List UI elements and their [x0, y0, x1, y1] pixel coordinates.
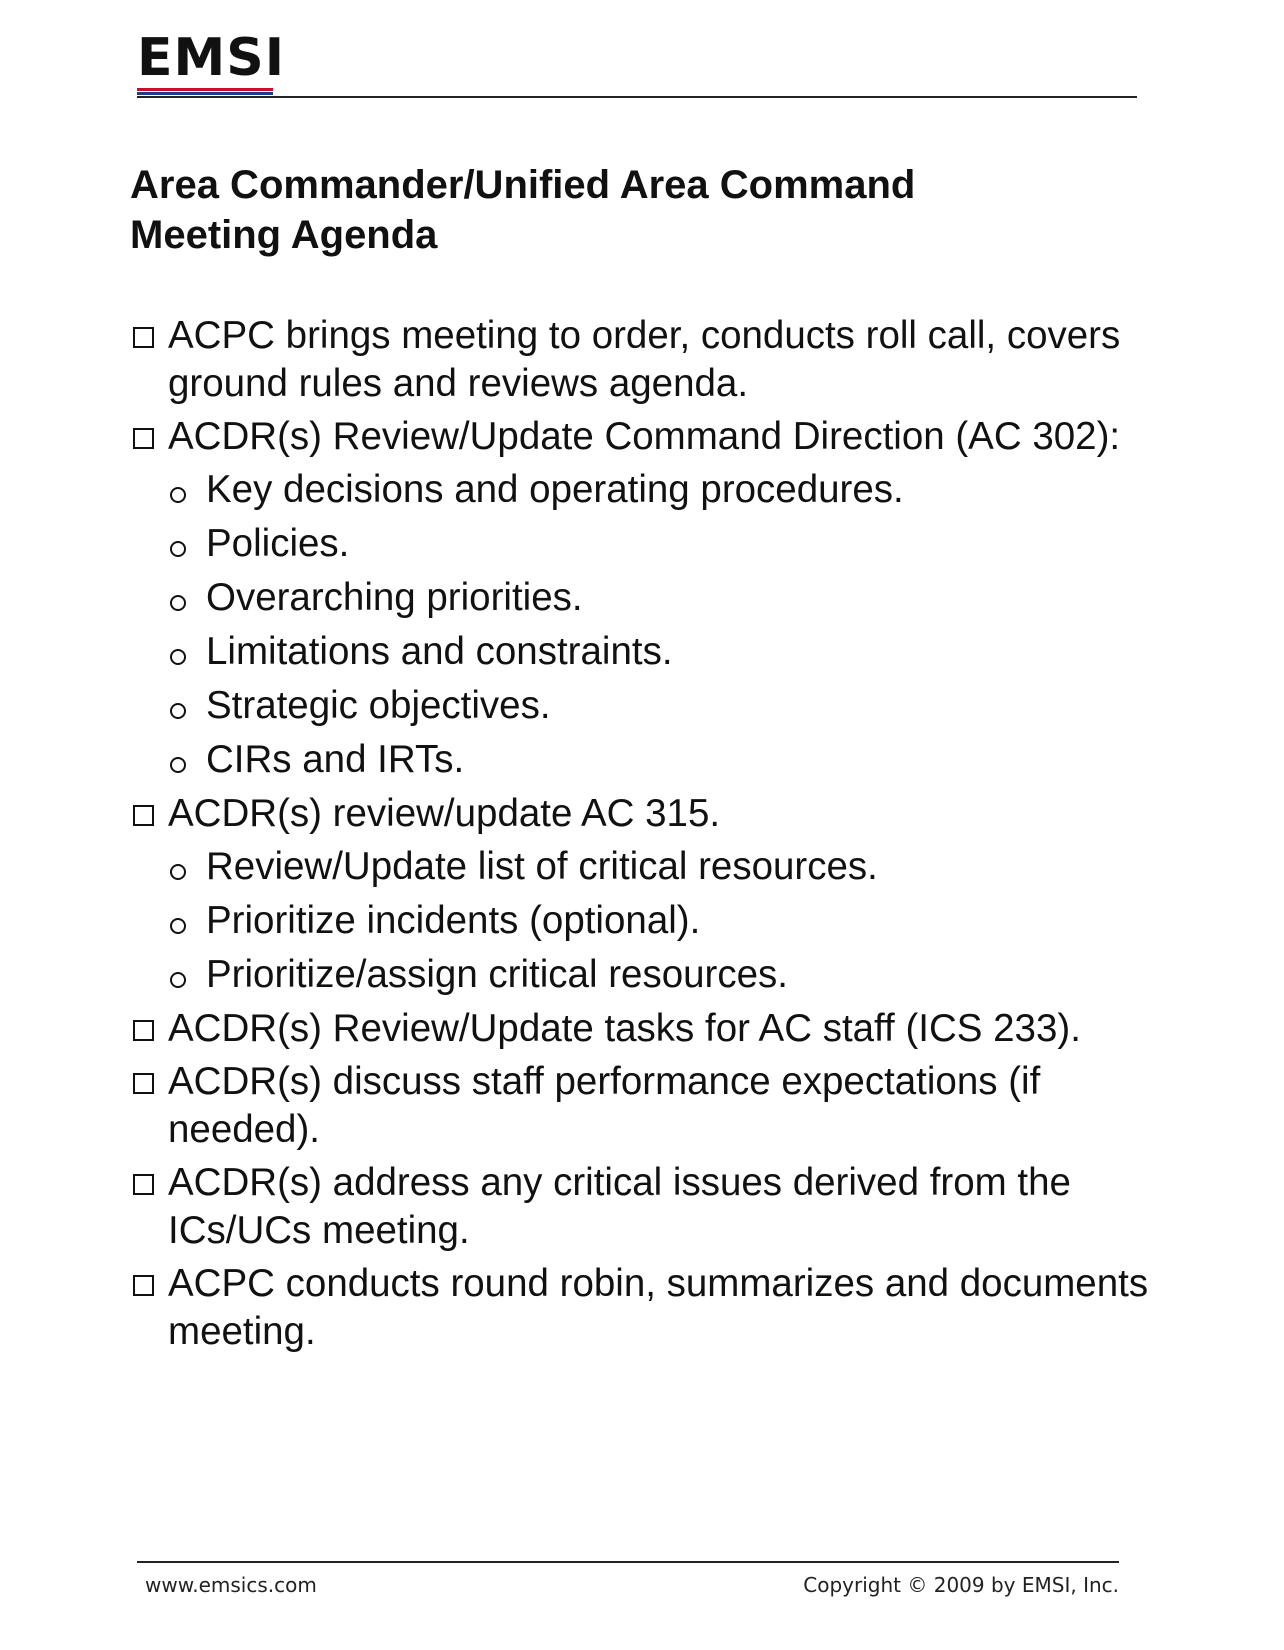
agenda-item [130, 1058, 1170, 1154]
emsi-logo [137, 28, 286, 95]
agenda-subitem-text: Prioritize incidents (optional). [206, 899, 701, 942]
checkbox-icon[interactable] [133, 327, 154, 348]
agenda-item-text: ACPC brings meeting to order, conducts roll call, covers ground rules and reviews agenda. [168, 314, 1121, 405]
agenda-subitem [168, 520, 1170, 568]
header-divider [137, 96, 1137, 98]
agenda-subitem [168, 736, 1170, 784]
checkbox-icon[interactable] [133, 805, 154, 826]
circle-bullet-icon [170, 649, 186, 665]
agenda-subitem-text: Strategic objectives. [206, 684, 551, 727]
circle-bullet-icon [170, 757, 186, 773]
footer-divider [137, 1561, 1119, 1563]
agenda-subitem [168, 951, 1170, 999]
circle-bullet-icon [170, 703, 186, 719]
agenda-item-text: ACDR(s) discuss staff performance expectations (if needed). [168, 1060, 1041, 1151]
agenda-item-text: ACDR(s) Review/Update tasks for AC staff (ICS 233). [168, 1007, 1081, 1050]
footer-copyright: Copyright © 2009 by EMSI, Inc. [803, 1573, 1119, 1597]
checkbox-icon[interactable] [133, 1020, 154, 1041]
agenda-subitem [168, 843, 1170, 891]
agenda-item-text: ACDR(s) Review/Update Command Direction (AC 302): [168, 415, 1121, 458]
title-line-1: Area Commander/Unified Area Command [130, 163, 916, 207]
agenda-item [130, 790, 1170, 999]
agenda-subitem [168, 628, 1170, 676]
circle-bullet-icon [170, 864, 186, 880]
circle-bullet-icon [170, 972, 186, 988]
agenda-subitem-text: Prioritize/assign critical resources. [206, 953, 788, 996]
circle-bullet-icon [170, 487, 186, 503]
logo-text: EMSI [137, 28, 286, 88]
title-line-2: Meeting Agenda [130, 213, 438, 257]
checkbox-icon[interactable] [133, 1275, 154, 1296]
agenda-subitem [168, 897, 1170, 945]
agenda-sublist [168, 466, 1170, 784]
agenda-list [130, 312, 1170, 1361]
logo-blue-bar [137, 92, 273, 95]
agenda-subitem [168, 574, 1170, 622]
agenda-item [130, 1005, 1170, 1053]
agenda-item [130, 1260, 1170, 1356]
agenda-subitem-text: Policies. [206, 522, 350, 565]
circle-bullet-icon [170, 541, 186, 557]
agenda-subitem-text: Key decisions and operating procedures. [206, 468, 904, 511]
checkbox-icon[interactable] [133, 428, 154, 449]
agenda-subitem [168, 682, 1170, 730]
agenda-sublist [168, 843, 1170, 999]
checkbox-icon[interactable] [133, 1073, 154, 1094]
checkbox-icon[interactable] [133, 1174, 154, 1195]
agenda-item-text: ACDR(s) review/update AC 315. [168, 792, 721, 835]
page-title [130, 160, 915, 260]
agenda-subitem-text: Review/Update list of critical resources. [206, 845, 878, 888]
agenda-item [130, 312, 1170, 408]
circle-bullet-icon [170, 595, 186, 611]
agenda-subitem-text: CIRs and IRTs. [206, 738, 465, 781]
agenda-item [130, 413, 1170, 784]
agenda-subitem [168, 466, 1170, 514]
logo-red-bar [137, 88, 273, 91]
circle-bullet-icon [170, 918, 186, 934]
agenda-item-text: ACDR(s) address any critical issues derived from the ICs/UCs meeting. [168, 1161, 1071, 1252]
agenda-item [130, 1159, 1170, 1255]
agenda-item-text: ACPC conducts round robin, summarizes and documents meeting. [168, 1262, 1149, 1353]
agenda-subitem-text: Overarching priorities. [206, 576, 583, 619]
footer-website: www.emsics.com [145, 1573, 317, 1597]
agenda-subitem-text: Limitations and constraints. [206, 630, 673, 673]
